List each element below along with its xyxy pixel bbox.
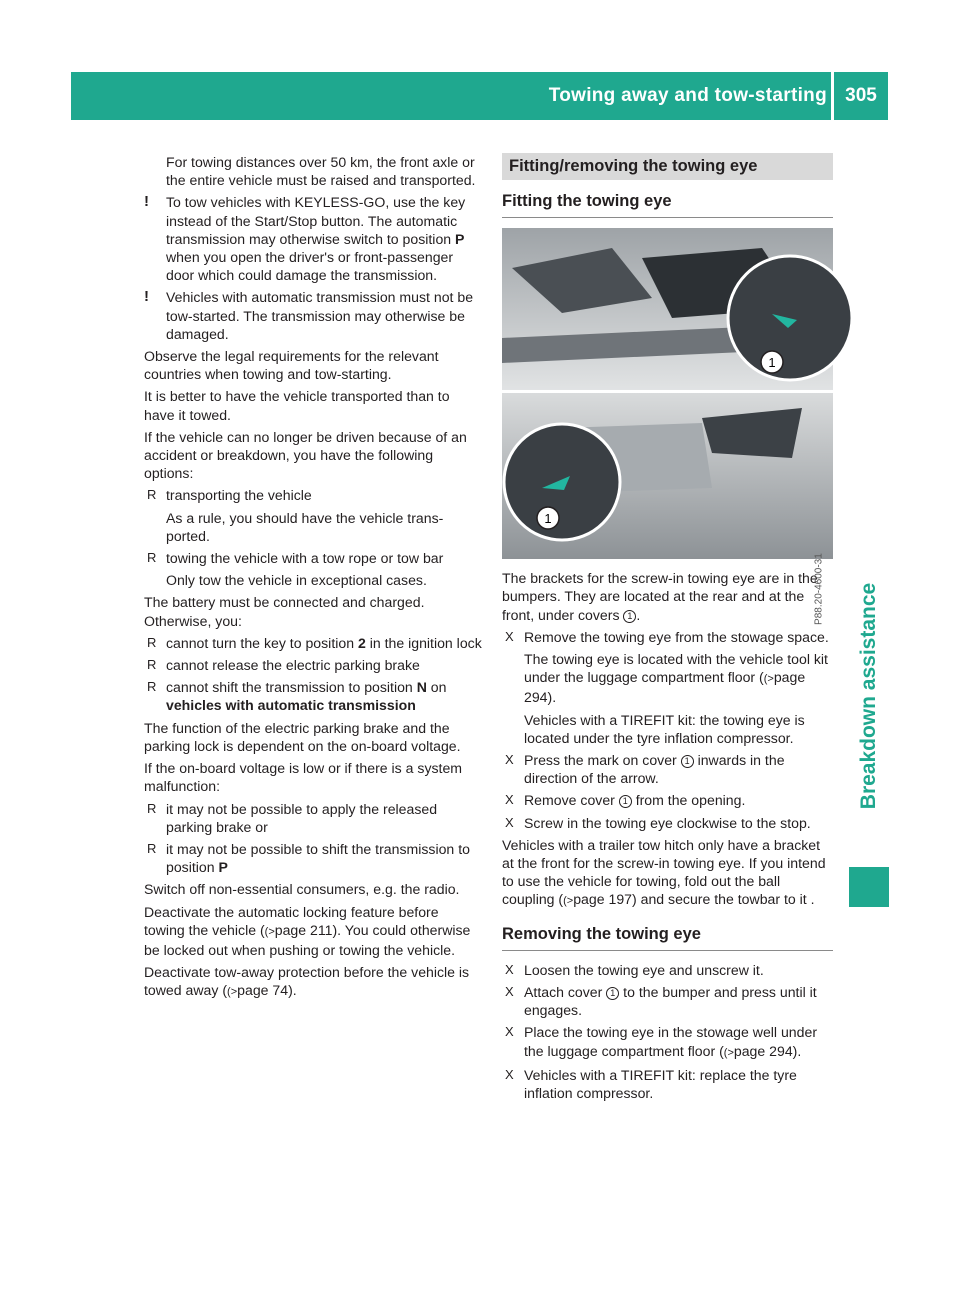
paragraph: Deactivate tow-away protection before the vehicle is towed away ((>page 74). [144, 964, 470, 999]
bullet-icon: R [147, 487, 157, 503]
list-item-detail: As a rule, you should have the vehicle transported. [166, 509, 444, 544]
bullet-icon: R [147, 800, 157, 816]
list-item: R it may not be possible to shift the transmission to position P [147, 840, 470, 876]
list-item: R cannot release the electric parking brake [147, 657, 420, 674]
step-item: X Attach cover 1 to the bumper and press until it engages. [505, 984, 817, 1019]
callout-icon: 1 [606, 987, 619, 1000]
callout-icon: 1 [619, 795, 632, 808]
left-column [144, 153, 482, 1006]
step-item: X Place the towing eye in the stowage well under the luggage compartment floor ((>page 294). [505, 1024, 818, 1059]
callout-number: 1 [544, 511, 552, 527]
paragraph: Deactivate the automatic locking feature before towing the vehicle ((>page 211). You could otherwise be locked out when pushing or towing the vehicle. [144, 903, 471, 958]
bullet-icon: R [147, 657, 157, 673]
warning-icon: ! [144, 288, 149, 306]
list-item: R cannot shift the transmission to position N on vehicles with automatic transmission [147, 679, 447, 714]
paragraph: Observe the legal requirements for the relevant countries when towing and tow-starting. [144, 348, 439, 383]
paragraph: The function of the electric parking brake and the parking lock is dependent on the on-board voltage. [144, 719, 461, 754]
step-item: X Vehicles with a TIREFIT kit: replace the tyre inflation compressor. [505, 1066, 797, 1102]
paragraph: If the on-board voltage is low or if there is a system malfunction: [144, 760, 463, 795]
page-reference-icon: (> [264, 925, 275, 938]
action-step-icon: X [505, 984, 514, 1000]
step-item: X Screw in the towing eye clockwise to the stop. [505, 814, 811, 831]
bullet-icon: R [147, 840, 157, 856]
section-heading: Fitting/removing the towing eye [502, 153, 833, 180]
paragraph: The brackets for the screw-in towing eye are in the bumpers. They are located at the rear and at the front, under covers 1 . [502, 570, 818, 623]
step-item: X Loosen the towing eye and unscrew it. [505, 961, 764, 978]
figure-code: P88.20-4600-31 [813, 553, 825, 625]
subsection-heading: Removing the towing eye [502, 925, 833, 951]
paragraph: The battery must be connected and charged. Otherwise, you: [144, 594, 425, 629]
car-front-rear-figure [502, 228, 833, 559]
bullet-icon: R [147, 679, 157, 695]
warning-icon: ! [144, 193, 149, 211]
action-step-icon: X [505, 1066, 514, 1082]
list-item-detail: Only tow the vehicle in exceptional cases. [166, 572, 427, 589]
action-step-icon: X [505, 1024, 514, 1040]
action-step-icon: X [505, 961, 514, 977]
list-item: R cannot turn the key to position 2 in the ignition lock [147, 634, 482, 651]
action-step-icon: X [505, 792, 514, 808]
step-detail: Vehicles with a TIREFIT kit: the towing eye is located under the tyre inflation compressor. [524, 711, 805, 746]
side-marker [849, 867, 889, 907]
subsection-heading: Fitting the towing eye [502, 192, 833, 218]
paragraph: For towing distances over 50 km, the front axle or the entire vehicle must be raised and transported. [166, 154, 476, 189]
section-side-tab-label: Breakdown assistance [857, 582, 880, 810]
callout-icon: 1 [623, 610, 636, 623]
list-item: R towing the vehicle with a tow rope or tow bar [147, 550, 444, 567]
page-number: 305 [845, 85, 877, 106]
page-reference-link[interactable]: page 197) and secure the towbar to it . [573, 891, 815, 908]
page-header-title: Towing away and tow-starting [548, 85, 827, 106]
page-reference-icon: (> [227, 986, 238, 999]
paragraph: Vehicles with a trailer tow hitch only have a bracket at the front for the screw-in towing eye. If you intend to use the vehicle for towing, fold out the ball coupling ((>page 197) and secure the towbar to it . [502, 836, 826, 908]
section-side-tab [849, 546, 889, 846]
page-reference-icon: (> [763, 673, 774, 686]
callout-number: 1 [768, 355, 776, 371]
bullet-icon: R [147, 634, 157, 650]
action-step-icon: X [505, 628, 514, 644]
page-reference-link[interactable]: page 294). [524, 669, 806, 706]
bullet-icon: R [147, 550, 157, 566]
step-detail: The towing eye is located with the vehicle tool kit under the luggage compartment floor ((>page 294). [524, 651, 828, 706]
page-reference-icon: (> [723, 1046, 734, 1059]
page-reference-link[interactable]: page 74). [237, 982, 297, 999]
step-item: X Remove cover 1 from the opening. [505, 792, 746, 809]
list-item: R it may not be possible to apply the released parking brake or [147, 800, 438, 835]
page-reference-link[interactable]: page 294). [733, 1042, 802, 1059]
step-item: X Press the mark on cover 1 inwards in the direction of the arrow. [505, 752, 785, 787]
page-reference-link[interactable]: page 211). You could otherwise be locked out when pushing or towing the vehicle. [144, 921, 471, 958]
list-item: R transporting the vehicle [147, 487, 312, 504]
step-item: X Remove the towing eye from the stowage space. [505, 628, 829, 645]
action-step-icon: X [505, 814, 514, 830]
callout-icon: 1 [681, 755, 694, 768]
warning-note: ! Vehicles with automatic transmission must not be tow-started. The transmission may otherwise be damaged. [144, 288, 474, 342]
paragraph: It is better to have the vehicle transported than to have it towed. [144, 388, 450, 423]
paragraph: If the vehicle can no longer be driven because of an accident or breakdown, you have the following options: [144, 428, 467, 482]
right-column [502, 153, 833, 1106]
action-step-icon: X [505, 752, 514, 768]
paragraph: Switch off non-essential consumers, e.g. the radio. [144, 881, 460, 898]
page-reference-icon: (> [563, 895, 574, 908]
warning-note: ! To tow vehicles with KEYLESS-GO, use the key instead of the Start/Stop button. The automatic transmission may otherwise switch to position P when you open the driver's or front-passenger door which could damage the transmission. [144, 193, 466, 284]
